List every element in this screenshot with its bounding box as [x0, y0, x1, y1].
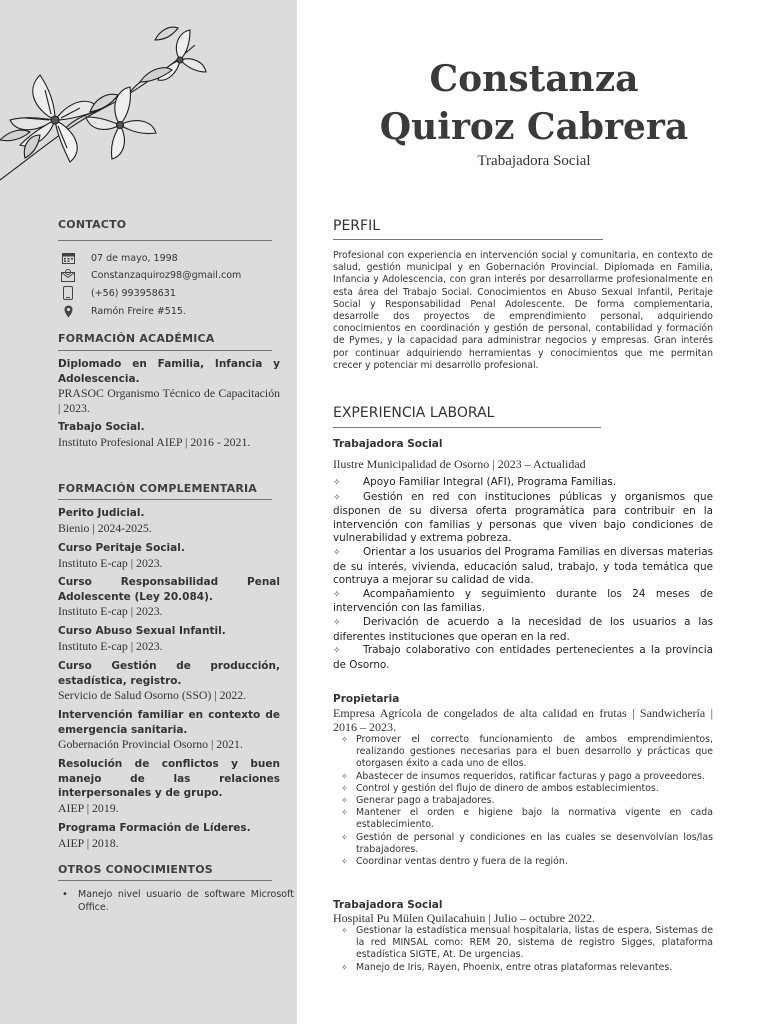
- course-title: Intervención familiar en contexto de emergencia sanitaria.: [58, 709, 280, 736]
- academic-detail: Instituto Profesional AIEP | 2016 - 2021.: [58, 434, 251, 449]
- job-title: Trabajadora Social: [333, 899, 443, 911]
- job-organization: Hospital Pu Mülen Quilacahuin | Julio – octubre 2022.: [333, 911, 596, 925]
- contact-address: [60, 304, 186, 318]
- course-detail: Gobernación Provincial Osorno | 2021.: [58, 737, 243, 751]
- divider: [333, 239, 603, 240]
- job-bullets: [333, 476, 713, 672]
- academic-title: Trabajo Social.: [58, 421, 145, 433]
- complementary-entry: [58, 541, 280, 570]
- diamond-bullet-icon: ✧: [341, 832, 348, 842]
- job-role: Trabajadora Social: [477, 153, 591, 169]
- birthdate-text: 07 de mayo, 1998: [91, 252, 178, 264]
- job-bullets: [341, 734, 713, 868]
- phone-icon: [60, 286, 76, 300]
- bullet-item: ✧ Gestión de personal y condiciones en las cuales se desenvolvían los/las trabajadores.: [341, 831, 713, 855]
- contact-phone: [60, 286, 176, 300]
- complementary-entry: [58, 708, 280, 752]
- calendar-icon: [60, 251, 76, 265]
- email-icon: [60, 268, 76, 282]
- job-organization: Ilustre Municipalidad de Osorno | 2023 – Actualidad: [333, 457, 586, 471]
- name-last: Quiroz Cabrera: [379, 106, 689, 148]
- bullet-item: ✧ Gestionar la estadística mensual hospitalaria, listas de espera, Sistemas de la red MINSAL como: REM 20, sistema de registro Sigges, plataforma estadística SIGTE, At. De urgencias.: [341, 925, 713, 961]
- divider: [333, 427, 601, 428]
- bullet-item: ✧ Abastecer de insumos requeridos, ratificar facturas y pago a proveedores.: [341, 770, 705, 782]
- location-pin-icon: [60, 304, 76, 318]
- course-detail: Bienio | 2024-2025.: [58, 520, 152, 535]
- bullet-item: ✧ Derivación de acuerdo a la necesidad de los usuarios a las diferentes instituciones que operan en la red.: [333, 615, 713, 643]
- diamond-bullet-icon: ✧: [333, 478, 341, 488]
- job-title: Trabajadora Social: [333, 438, 443, 450]
- knowledge-item: [62, 889, 294, 914]
- complementary-entry: [58, 757, 280, 815]
- diamond-bullet-icon: ✧: [333, 646, 341, 657]
- other-knowledge-section-title: OTROS CONOCIMIENTOS: [58, 863, 213, 876]
- divider: [58, 350, 272, 351]
- diamond-bullet-icon: ✧: [341, 771, 348, 781]
- divider: [58, 880, 272, 881]
- diamond-bullet-icon: ✧: [333, 547, 341, 558]
- phone-text: (+56) 993958631: [91, 287, 176, 299]
- diamond-bullet-icon: ✧: [333, 492, 341, 503]
- job-bullets: [341, 925, 713, 974]
- bullet-item: ✧ Acompañamiento y seguimiento durante los 24 meses de intervención con las familias.: [333, 587, 713, 615]
- bullet-item: ✧ Mantener el orden e higiene bajo la normativa vigente en cada establecimiento.: [341, 807, 713, 831]
- diamond-bullet-icon: ✧: [341, 926, 348, 935]
- course-detail: Instituto E-cap | 2023.: [58, 638, 163, 653]
- contact-section-title: CONTACTO: [58, 218, 127, 231]
- diamond-bullet-icon: ✧: [333, 617, 341, 628]
- diamond-bullet-icon: ✧: [341, 808, 348, 818]
- diamond-bullet-icon: ✧: [333, 589, 341, 600]
- complementary-entry: [58, 659, 280, 703]
- course-title: Curso Gestión de producción, estadística, registro.: [58, 660, 280, 687]
- complementary-entry: [58, 575, 280, 619]
- course-title: Curso Abuso Sexual Infantil.: [58, 625, 226, 637]
- diamond-bullet-icon: ✧: [341, 857, 348, 867]
- diamond-bullet-icon: ✧: [341, 783, 348, 793]
- diamond-bullet-icon: ✧: [341, 735, 348, 744]
- profile-text: Profesional con experiencia en intervención social y comunitaria, en contexto de salud, gestión municipal y en Gobernación Provincial. Diplomada en Familia, Infancia y Adolescencia, con gran interés por desarrollarme profesionalmente en esta área del Trabajo Social. Conocimientos en Abuso Sexual Infantil, Peritaje Social y Responsabilidad Penal Adolescente. De forma complementaria, desarrolle dos proyectos de emprendimiento personal, adquiriendo conocimientos en coordinación y gestión de personal, contabilidad y formación de Pymes, y la capacidad para administrar negocios y empresas. Gran interés por continuar adquiriendo herramientas y conocimientos que me permitan crecer y potenciar mi desarrollo profesional.: [333, 250, 713, 371]
- academic-entry: [58, 357, 280, 415]
- bullet-item: ✧ Promover el correcto funcionamiento de ambos emprendimientos, realizando gestiones necesarias para el buen desarrollo y prácticas que otorgasen éxito a cada uno de ellos.: [341, 734, 713, 770]
- course-detail: Instituto E-cap | 2023.: [58, 604, 163, 618]
- course-title: Curso Peritaje Social.: [58, 542, 185, 554]
- diamond-bullet-icon: ✧: [341, 796, 348, 806]
- course-detail: Servicio de Salud Osorno (SSO) | 2022.: [58, 688, 247, 702]
- contact-email: [60, 268, 241, 282]
- bullet-item: ✧ Generar pago a trabajadores.: [341, 795, 495, 807]
- course-detail: AIEP | 2019.: [58, 800, 119, 815]
- experience-section-title: EXPERIENCIA LABORAL: [333, 405, 495, 421]
- bullet-item: ✧ Control y gestión del flujo de dinero de ambos establecimientos.: [341, 782, 659, 794]
- complementary-entry: [58, 506, 280, 535]
- course-title: Programa Formación de Líderes.: [58, 822, 251, 834]
- academic-section-title: FORMACIÓN ACADÉMICA: [58, 332, 215, 345]
- sidebar: [0, 0, 297, 1024]
- academic-detail: PRASOC Organismo Técnico de Capacitación | 2023.: [58, 386, 280, 415]
- academic-title: Diplomado en Familia, Infancia y Adolescencia.: [58, 358, 280, 385]
- bullet-item: ✧ Orientar a los usuarios del Programa Familias en diversas materias de su interés, vivienda, educación salud, trabajo, y toda temática que contruya a mejorar su calidad de vida.: [333, 545, 713, 587]
- complementary-section-title: FORMACIÓN COMPLEMENTARIA: [58, 482, 258, 495]
- profile-section-title: PERFIL: [333, 218, 380, 234]
- name-first: Constanza: [429, 58, 639, 100]
- course-title: Resolución de conflictos y buen manejo de las relaciones interpersonales y de grupo.: [58, 758, 280, 799]
- contact-birthdate: [60, 251, 178, 265]
- course-detail: Instituto E-cap | 2023.: [58, 555, 163, 570]
- job-organization: Empresa Agrícola de congelados de alta calidad en frutas | Sandwichería | 2016 – 2023.: [333, 706, 713, 734]
- address-text: Ramón Freire #515.: [91, 305, 186, 317]
- bullet-icon: •: [62, 889, 68, 900]
- bullet-item: ✧ Gestión en red con instituciones públicas y organismos que disponen de su diversa oferta programática para contribuir en la intervención con familias y personas que viven bajo condiciones de vulnerabilidad y extrema pobreza.: [333, 490, 713, 545]
- divider: [58, 499, 272, 500]
- divider: [58, 240, 272, 241]
- email-text[interactable]: Constanzaquiroz98@gmail.com: [91, 269, 242, 281]
- course-detail: AIEP | 2018.: [58, 835, 119, 850]
- floral-illustration: [0, 20, 210, 190]
- job-title: Propietaria: [333, 693, 400, 705]
- complementary-entry: [58, 821, 280, 850]
- diamond-bullet-icon: ✧: [341, 962, 348, 972]
- bullet-item: ✧ Apoyo Familiar Integral (AFI), Programa Familias.: [333, 476, 713, 491]
- bullet-item: ✧ Trabajo colaborativo con entidades pertenecientes a la provincia de Osorno.: [333, 644, 713, 671]
- bullet-item: ✧ Coordinar ventas dentro y fuera de la región.: [341, 856, 568, 868]
- course-title: Perito Judicial.: [58, 507, 145, 519]
- complementary-entry: [58, 624, 280, 653]
- knowledge-text: Manejo nivel usuario de software Microsoft Office.: [78, 889, 294, 913]
- bullet-item: ✧ Manejo de Iris, Rayen, Phoenix, entre otras plataformas relevantes.: [341, 961, 673, 973]
- course-title: Curso Responsabilidad Penal Adolescente (Ley 20.084).: [58, 576, 280, 603]
- academic-entry: [58, 420, 280, 449]
